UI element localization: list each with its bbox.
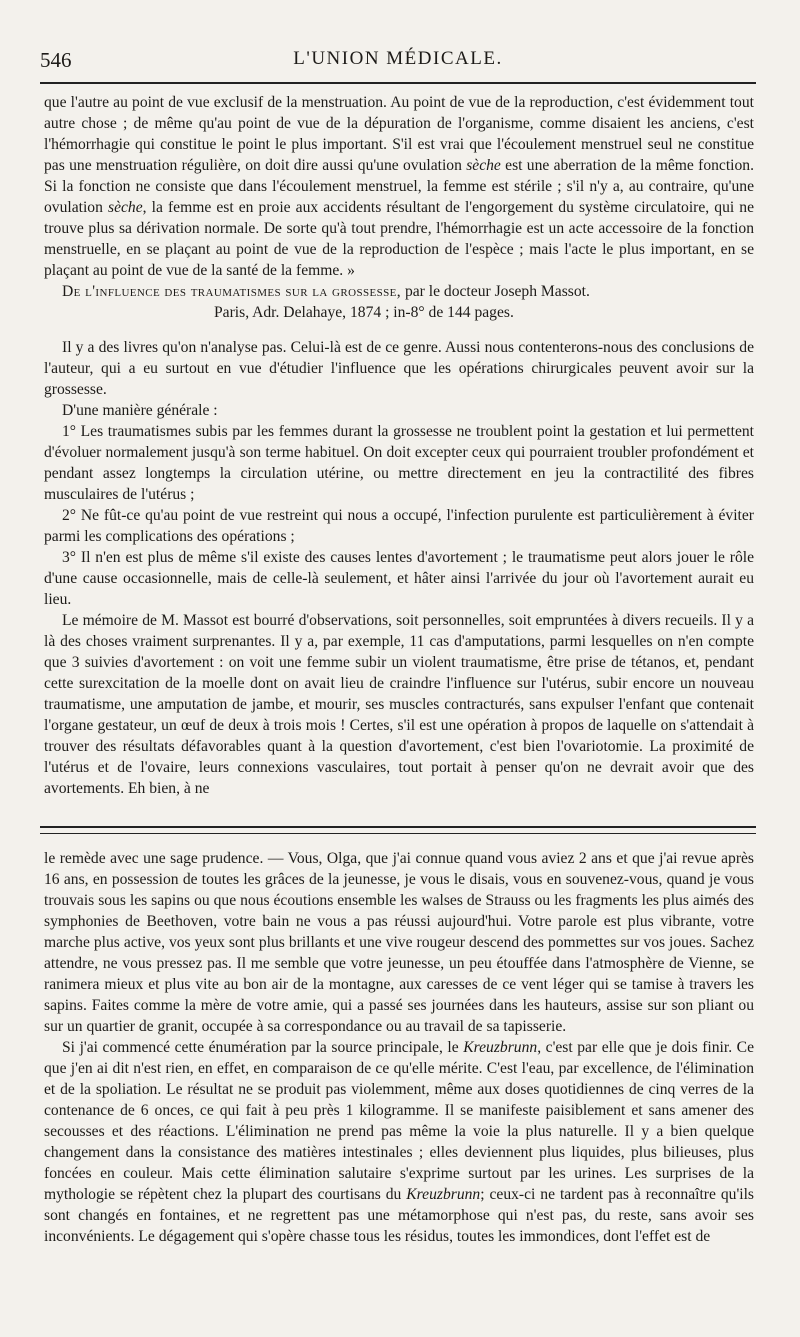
- header-rule: [40, 82, 756, 84]
- review-body: [44, 337, 754, 799]
- review-title: De l'influence des traumatismes sur la grossesse,: [62, 283, 402, 300]
- feuilleton-paragraph-2: [44, 1037, 754, 1247]
- kreuzbrunn-italic-2: Kreuzbrunn: [406, 1186, 481, 1203]
- review-heading: [44, 281, 754, 323]
- intro-italic-1: sèche: [466, 157, 501, 174]
- feuilleton-paragraph-1: le remède avec une sage prudence. — Vous, Olga, que j'ai connue quand vous aviez 2 ans et que j'ai revue après 16 ans, en possession de toutes les grâces de la jeunesse, je vous le disais, vous en souvenez-vous, quand je vous trouvais sous les sapins ou que nous écoutions ensemble les walses de Strauss ou les fragments les plus aimés des symphonies de Beethoven, votre bain ne vous a pas réussi aujourd'hui. Votre parole est plus vibrante, votre marche plus active, vos yeux sont plus brillants et une vive rougeur descend des pommettes sur vos joues. Sachez attendre, ne vous pressez pas. Il me semble que votre jeunesse, un peu étouffée dans l'atmosphère de Vienne, se ranimera mieux et plus vite au bon air de la montagne, aux caresses de ce vent léger qui se tamise à travers les sapins. Faites comme la mère de votre amie, qui a passé ses journées dans les hauteurs, assise sur son pliant ou sur un quartier de granit, occupée à sa correspondance ou au travail de sa tapisserie.: [44, 850, 754, 1035]
- page-number: 546: [40, 48, 72, 72]
- conclusion-3: 3° Il n'en est plus de même s'il existe des causes lentes d'avortement ; le traumatisme peut alors jouer le rôle d'une cause occasionnelle, mais de celle-là seulement, et hâter ainsi l'arrivée du jour où l'avortement aurait eu lieu.: [44, 549, 754, 608]
- page-header: [40, 42, 756, 82]
- kreuzbrunn-text-3: ; ceux-ci ne tardent pas à reconnaître qu'ils sont changés en fontaines, et ne regrettent pas une métamorphose qui n'est pas, du reste, sans avoir ses inconvénients. Le dégagement qui s'opère chasse tous les résidus, toutes les immondices, dont l'effet est de: [44, 1186, 754, 1245]
- review-author: par le docteur Joseph Massot.: [401, 283, 590, 300]
- intro-paragraph: [44, 92, 754, 281]
- conclusion-1: 1° Les traumatismes subis par les femmes durant la grossesse ne troublent point la gestation et lui permettent d'évoluer normalement jusqu'à son terme habituel. On doit excepter ceux qui pourraient troubler profondément et pendant assez longtemps la circulation utérine, ou mettre directement en jeu la contractilité des fibres musculaires de l'utérus ;: [44, 423, 754, 503]
- intro-text-3: , la femme est en proie aux accidents résultant de l'engorgement du système circulatoire, qui ne trouve plus sa dérivation normale. De sorte qu'à tout prendre, l'hémorrhagie est un acte accessoire de la fonction menstruelle, en se plaçant au point de vue de la reproduction de l'espèce ; mais l'acte le plus important, en se plaçant au point de vue de la santé de la femme. »: [44, 199, 754, 279]
- review-paragraph-memoire: Le mémoire de M. Massot est bourré d'observations, soit personnelles, soit empruntées à divers recueils. Il y a là des choses vraiment surprenantes. Il y a, par exemple, 11 cas d'amputations, parmi lesquelles on n'en compte que 3 suivies d'avortement : on voit une femme subir un violent traumatisme, être prise de tétanos, et, pendant cette surexcitation de la moelle dont on avait lieu de craindre l'influence sur l'utérus, subir encore un nouveau traumatisme, une amputation de jambe, et mourir, ses muscles contracturés, sans expulser l'enfant que contenait l'organe gestateur, un œuf de deux à trois mois ! Certes, s'il est une opération à propos de laquelle on s'attendait à trouver des résultats défavorables quant à la question d'avortement, c'est bien l'ovariotomie. La proximité de l'utérus et de l'ovaire, leurs connexions vasculaires, tout portait à penser qu'on ne devrait avoir que des avortements. Eh bien, à ne: [44, 612, 754, 797]
- kreuzbrunn-text-2: , c'est par elle que je dois finir. Ce que j'en ai dit n'est rien, en effet, en comparaison de ce qu'elle mérite. C'est l'eau, par excellence, de l'élimination et de la spoliation. Le résultat ne se produit pas violemment, même aux doses quotidiennes de cinq verres de la contenance de 6 onces, ce qui fait à peu près 1 kilogramme. Il se manifeste paisiblement et sans amener des secousses et des réactions. L'élimination ne prend pas même la voie la plus naturelle. Il y a bien quelque changement dans la consistance des matières intestinales ; elles deviennent plus liquides, plus bilieuses, plus foncées en couleur. Mais cette élimination salutaire s'exprime surtout par les urines. Les surprises de la mythologie se répètent chez la plupart des courtisans du: [44, 1039, 754, 1203]
- conclusion-2: 2° Ne fût-ce qu'au point de vue restreint qui nous a occupé, l'infection purulente est particulièrement à éviter parmi les complications des opérations ;: [44, 507, 754, 545]
- review-paragraph-2: D'une manière générale :: [62, 402, 218, 419]
- article-column: [44, 92, 754, 799]
- intro-text-1: que l'autre au point de vue exclusif de la menstruation. Au point de vue de la reproduction, c'est évidemment tout autre chose ; de même qu'au point de vue de la dépuration de l'organisme, comme disaient les anciens, c'est l'hémorrhagie qui constitue le point le plus important. S'il est vrai que l'écoulement menstruel seul ne constitue pas une menstruation régulière, on doit dire aussi qu'une ovulation: [44, 94, 754, 174]
- intro-italic-2: sèche: [108, 199, 143, 216]
- feuilleton-rule: [40, 826, 756, 834]
- kreuzbrunn-italic-1: Kreuzbrunn: [463, 1039, 538, 1056]
- feuilleton-column: [44, 848, 754, 1247]
- journal-title: L'UNION MÉDICALE.: [293, 48, 503, 69]
- review-paragraph-1: Il y a des livres qu'on n'analyse pas. Celui-là est de ce genre. Aussi nous contenterons-nous des conclusions de l'auteur, qui a eu surtout en vue d'étudier l'influence que les opérations chirurgicales peuvent avoir sur la grossesse.: [44, 339, 754, 398]
- intro-text-2: est une aberration de la même fonction. Si la fonction ne consiste que dans l'écoulement menstruel, la femme est stérile ; s'il n'y a, au contraire, qu'une ovulation: [44, 157, 754, 216]
- review-publication: Paris, Adr. Delahaye, 1874 ; in-8° de 144 pages.: [214, 304, 514, 321]
- kreuzbrunn-text-1: Si j'ai commencé cette énumération par la source principale, le: [62, 1039, 464, 1056]
